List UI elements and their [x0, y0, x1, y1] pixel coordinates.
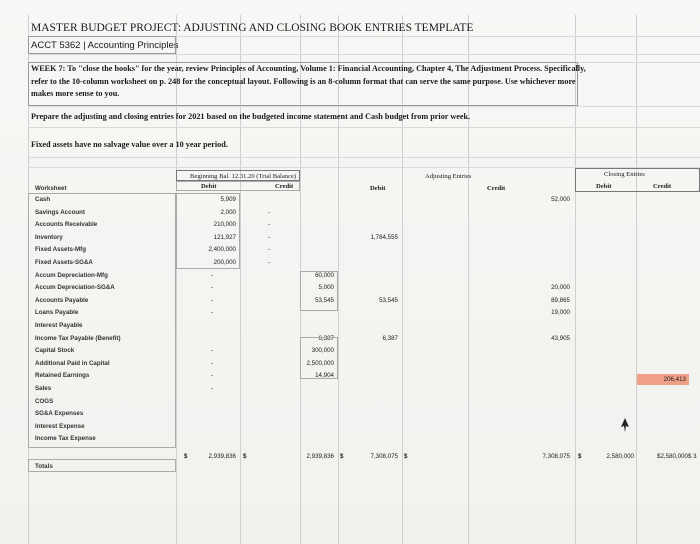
tb-debit-cell: 200,000 [213, 259, 236, 266]
overflow-total: $ 3 [688, 453, 697, 460]
adj-debit-header: Debit [370, 185, 386, 192]
close-credit-header: Credit [653, 183, 672, 190]
adj-credit-cell: 89,865 [551, 297, 570, 304]
tb-debit-total: 2,939,836 [208, 453, 236, 460]
tb-credit-cell: 5,000 [318, 284, 334, 291]
empty-cell-dash: - [211, 271, 214, 279]
tb-header-cell [176, 170, 300, 181]
close-debit-header: Debit [596, 183, 612, 190]
row-label: Income Tax Payable (Benefit) [35, 335, 121, 342]
row-label: Interest Expense [35, 423, 85, 430]
row-label: Income Tax Expense [35, 435, 96, 442]
row-label: Sales [35, 385, 52, 392]
tb-credit-cell: 60,000 [315, 272, 334, 279]
instructions-week: WEEK 7: To "close the books" for the year, review Principles of Accounting, Volume 1: Financial Accounting, Chapter 4, The Adjustment Process. Specifically, refer to the 10-column worksheet on p. 248 for the conceptual layout. Following is an 8-column format that can serve the same purpose. Use whichever more makes more sense to you. [31, 64, 586, 98]
empty-cell-dash: - [211, 283, 214, 291]
tb-credit-total-currency: $ [243, 453, 247, 460]
page-title: MASTER BUDGET PROJECT: ADJUSTING AND CLOSING BOOK ENTRIES TEMPLATE [31, 22, 474, 34]
row-label: Loans Payable [35, 309, 79, 316]
grid-line [28, 54, 700, 55]
adj-credit-cell: 43,905 [551, 335, 570, 342]
row-label: Fixed Assets-Mfg [35, 246, 86, 253]
row-label: Additional Paid in Capital [35, 360, 110, 367]
tb-debit-cell: 210,000 [213, 221, 236, 228]
row-label: Interest Payable [35, 322, 83, 329]
tb-credit-cell: 53,545 [315, 297, 334, 304]
tb-debit-cell: 5,909 [220, 196, 236, 203]
row-label: Retained Earnings [35, 372, 90, 379]
adj-credit-cell: 19,000 [551, 309, 570, 316]
grid-line [28, 157, 700, 158]
tb-debit-box [176, 193, 240, 269]
trial-balance-header: Beginning Bal. 12.31.20 (Trial Balance) [190, 173, 297, 180]
course-subtitle: ACCT 5362 | Accounting Principles [31, 40, 179, 51]
adj-credit-total-currency: $ [404, 453, 408, 460]
empty-cell-dash: - [211, 371, 214, 379]
adjusting-entries-header: Adjusting Entries [425, 173, 472, 180]
empty-cell-dash: - [211, 359, 214, 367]
grid-line [28, 127, 700, 128]
adj-debit-cell: 53,545 [379, 297, 398, 304]
empty-cell-dash: - [211, 308, 214, 316]
row-label: Inventory [35, 234, 63, 241]
instructions-prepare: Prepare the adjusting and closing entries for 2021 based on the budgeted income statement and Cash budget from prior week. [31, 112, 471, 121]
empty-cell-dash: - [268, 208, 271, 216]
empty-cell-dash: - [211, 346, 214, 354]
row-label: Capital Stock [35, 347, 75, 354]
tb-debit-cell: 2,000 [220, 209, 236, 216]
tb-credit-cell: 300,000 [311, 347, 334, 354]
row-label: Accounts Receivable [35, 221, 98, 228]
tb-debit-cell: 121,927 [213, 234, 236, 241]
instructions-assets: Fixed assets have no salvage value over a 10 year period. [31, 140, 228, 149]
adj-debit-total-currency: $ [340, 453, 344, 460]
tb-credit-box [300, 271, 338, 311]
empty-cell-dash: - [268, 220, 271, 228]
close-debit-total: 2,580,000 [606, 453, 634, 460]
tb-credit-cell: 14,904 [315, 372, 334, 379]
empty-cell-dash: - [268, 258, 271, 266]
grid-line [28, 106, 700, 107]
tb-debit-total-currency: $ [184, 453, 188, 460]
tb-credit-box-2 [300, 337, 338, 379]
row-label: SG&A Expenses [35, 410, 84, 417]
row-label: Savings Account [35, 209, 85, 216]
tb-debit-cell: 2,400,000 [208, 246, 236, 253]
closing-entries-header: Closing Entries [604, 171, 645, 178]
grid-line [636, 15, 637, 544]
row-label: Cash [35, 196, 51, 203]
retained-earnings-close-value: 206,413 [663, 376, 686, 383]
adj-debit-cell: 6,387 [382, 335, 398, 342]
tb-subheader-cell [176, 181, 300, 191]
tb-credit-cell: 6,387 [318, 335, 334, 342]
tb-credit-cell: 2,500,000 [306, 360, 334, 367]
row-label: Accum Depreciation-SG&A [35, 284, 115, 291]
tb-credit-header: Credit [275, 183, 294, 190]
empty-cell-dash: - [268, 233, 271, 241]
empty-cell-dash: - [211, 384, 214, 392]
totals-label: Totals [35, 463, 53, 470]
cursor-icon [620, 418, 630, 432]
worksheet-label: Worksheet [35, 185, 67, 192]
adj-credit-total: 7,308,075 [542, 453, 570, 460]
empty-cell-dash: - [211, 296, 214, 304]
subtitle-cell [28, 36, 176, 54]
adj-credit-header: Credit [487, 185, 506, 192]
totals-label-cell [28, 459, 176, 472]
adj-credit-cell: 52,000 [551, 196, 570, 203]
adj-debit-total: 7,308,075 [370, 453, 398, 460]
empty-cell-dash: - [268, 245, 271, 253]
row-label: Fixed Assets-SG&A [35, 259, 93, 266]
row-label: COGS [35, 398, 54, 405]
adj-debit-cell: 1,784,555 [370, 234, 398, 241]
adj-credit-cell: 20,000 [551, 284, 570, 291]
closing-header-cell [575, 168, 700, 192]
label-column-box [28, 193, 176, 448]
close-debit-total-currency: $ [578, 453, 582, 460]
row-label: Accum Depreciation-Mfg [35, 272, 108, 279]
row-label: Accounts Payable [35, 297, 89, 304]
tb-credit-total: 2,939,836 [306, 453, 334, 460]
close-credit-total: $2,580,000 [657, 453, 688, 460]
tb-debit-header: Debit [201, 183, 217, 190]
